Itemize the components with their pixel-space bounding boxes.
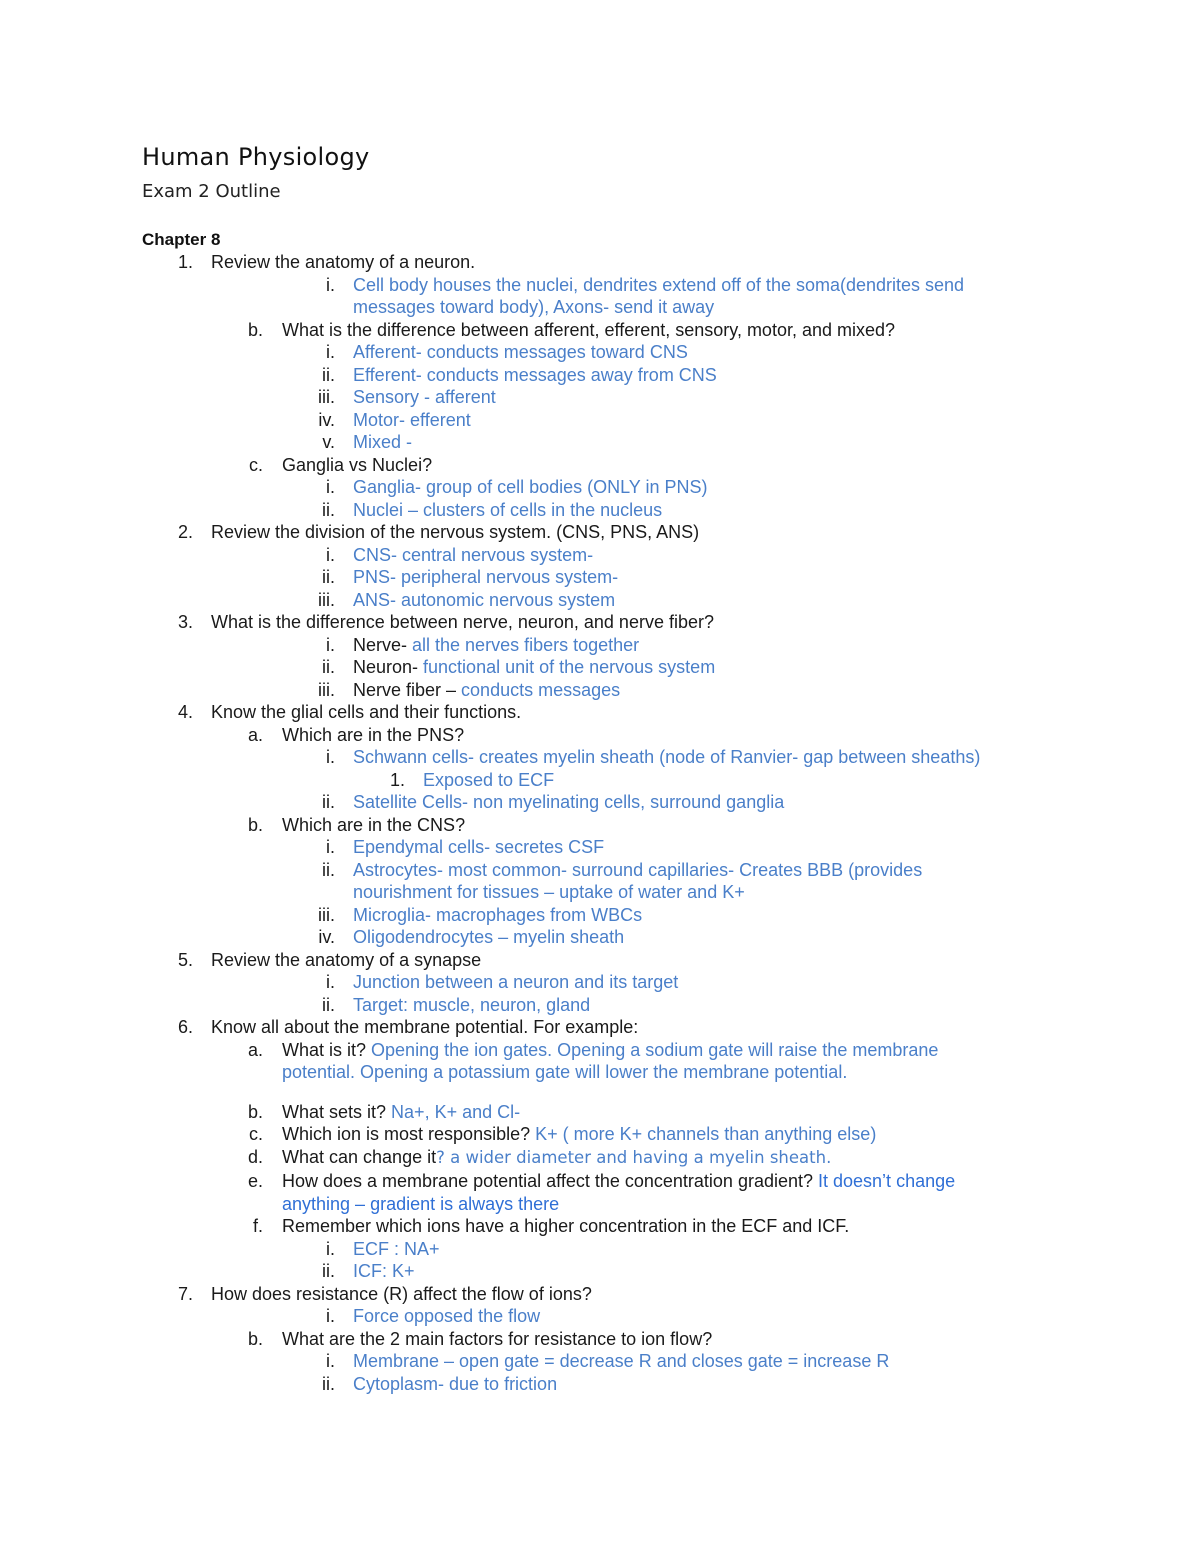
list-marker: iii. (318, 387, 335, 407)
answer-text: ECF : NA+ (353, 1238, 440, 1259)
outline-item-text (353, 1305, 540, 1328)
list-marker: b. (247, 1101, 263, 1122)
outline-item-text (353, 341, 688, 364)
list-marker: ii. (322, 792, 335, 812)
answer-text: Motor- efferent (353, 409, 471, 430)
answer-text: Schwann cells- creates myelin sheath (node of Ranvier- gap between sheaths) (353, 747, 981, 767)
list-marker: 4. (177, 702, 193, 722)
document-subtitle: Exam 2 Outline (142, 181, 281, 202)
list-marker: 5. (177, 949, 193, 970)
question-text: Know the glial cells and their functions. (211, 702, 522, 722)
question-text: What sets it? (282, 1101, 392, 1122)
outline-item-text (353, 679, 620, 702)
list-marker: ii. (322, 364, 335, 385)
answer-text: ANS- autonomic nervous system (353, 589, 616, 610)
list-marker: 1. (177, 252, 193, 272)
outline-item-text (282, 1215, 849, 1238)
answer-text: potential. Opening a potassium gate will lower the membrane potential. (282, 1062, 848, 1082)
outline-item-text (353, 274, 964, 297)
answer-text: Cytoplasm- due to friction (353, 1373, 558, 1394)
document-title: Human Physiology (142, 143, 370, 171)
outline-item-text (282, 724, 464, 747)
answer-text: CNS- central nervous system- (353, 544, 594, 565)
outline-item-text (211, 611, 714, 634)
question-text: Ganglia vs Nuclei? (282, 454, 433, 475)
list-marker: 6. (177, 1017, 193, 1037)
list-marker: iv. (318, 927, 335, 947)
list-marker: i. (326, 1306, 335, 1326)
outline-item-text (353, 746, 980, 769)
answer-text: Sensory - afferent (353, 387, 496, 407)
outline-item-text (282, 1101, 520, 1124)
outline-item-text (353, 656, 715, 679)
list-marker: i. (326, 544, 335, 565)
outline-item-text (353, 971, 678, 994)
answer-text: Mixed - (353, 432, 413, 452)
question-text: Remember which ions have a higher concentration in the ECF and ICF. (282, 1216, 850, 1236)
answer-text: ? a wider diameter and having a myelin sheath. (436, 1147, 832, 1167)
outline-item-text (423, 769, 554, 792)
question-text: What can change it (282, 1146, 437, 1167)
question-text: What are the 2 main factors for resistance to ion flow? (282, 1328, 713, 1349)
question-text: Review the division of the nervous system. (CNS, PNS, ANS) (211, 522, 700, 542)
question-text: Neuron- (353, 657, 424, 677)
answer-text: Opening the ion gates. Opening a sodium gate will raise the membrane (371, 1039, 939, 1060)
outline-item-text (282, 1039, 938, 1062)
answer-text: PNS- peripheral nervous system- (353, 567, 619, 587)
outline-item-text (353, 994, 590, 1017)
list-marker: i. (326, 972, 335, 992)
outline-item-text (282, 1146, 831, 1170)
outline-item-text (353, 386, 496, 409)
question-text: Review the anatomy of a synapse (211, 949, 482, 970)
answer-text: Afferent- conducts messages toward CNS (353, 342, 688, 362)
answer-text: Nuclei – clusters of cells in the nucleus (353, 499, 663, 520)
list-marker: c. (248, 454, 263, 475)
answer-text: ICF: K+ (353, 1261, 415, 1281)
list-marker: ii. (322, 567, 335, 587)
answer-text: all the nerves fibers together (412, 634, 640, 655)
outline-item-text (353, 634, 639, 657)
list-marker: i. (326, 274, 335, 295)
list-marker: ii. (322, 994, 335, 1015)
outline-item-text (353, 364, 717, 387)
list-marker: f. (252, 1216, 263, 1236)
outline-item-text (211, 251, 475, 274)
answer-text: Ependymal cells- secretes CSF (353, 837, 605, 857)
question-text: Nerve- (353, 634, 413, 655)
list-marker: i. (326, 1351, 335, 1371)
list-marker: ii. (322, 859, 335, 880)
question-text: Which ion is most responsible? (282, 1124, 536, 1144)
answer-text: Target: muscle, neuron, gland (353, 994, 591, 1015)
list-marker: a. (247, 724, 263, 745)
list-marker: iii. (318, 904, 335, 925)
outline-item-text (353, 904, 642, 927)
list-marker: 1. (389, 769, 405, 790)
outline-item-text (353, 881, 745, 904)
outline-item-text (353, 1373, 557, 1396)
outline-item-text (353, 566, 618, 589)
outline-item-text (353, 791, 784, 814)
list-marker: i. (326, 837, 335, 857)
outline-item-text (282, 454, 432, 477)
outline-item-text (353, 836, 604, 859)
answer-text: It doesn’t change (818, 1171, 956, 1191)
answer-text: Junction between a neuron and its target (353, 972, 679, 992)
outline-item-text (353, 1260, 415, 1283)
list-marker: iii. (318, 679, 335, 700)
question-text: What is it? (282, 1039, 372, 1060)
question-text: Know all about the membrane potential. For example: (211, 1017, 639, 1037)
question-text: What is the difference between nerve, neuron, and nerve fiber? (211, 612, 714, 632)
outline-item-text (211, 1016, 638, 1039)
outline-item-text (353, 296, 714, 319)
answer-text: functional unit of the nervous system (423, 657, 716, 677)
question-text: What is the difference between afferent, efferent, sensory, motor, and mixed? (282, 319, 896, 340)
outline-item-text (353, 409, 471, 432)
answer-text: Satellite Cells- non myelinating cells, surround ganglia (353, 792, 785, 812)
list-marker: ii. (322, 499, 335, 520)
list-marker: i. (326, 342, 335, 362)
answer-text: Exposed to ECF (423, 769, 555, 790)
answer-text: Cell body houses the nuclei, dendrites extend off of the soma(dendrites send (353, 274, 965, 295)
answer-text: conducts messages (461, 679, 621, 700)
question-text: Nerve fiber – (353, 679, 462, 700)
answer-text: Microglia- macrophages from WBCs (353, 904, 643, 925)
question-text: How does a membrane potential affect the concentration gradient? (282, 1171, 819, 1191)
outline-item-text (353, 499, 662, 522)
outline-item-text (282, 1328, 712, 1351)
list-marker: v. (322, 432, 335, 452)
question-text: Which are in the PNS? (282, 724, 465, 745)
outline-item-text (353, 1238, 440, 1261)
answer-text: Oligodendrocytes – myelin sheath (353, 927, 625, 947)
list-marker: 3. (177, 612, 193, 632)
answer-text: messages toward body), Axons- send it away (353, 297, 715, 317)
outline-item-text (282, 1123, 876, 1146)
list-marker: a. (247, 1039, 263, 1060)
answer-text: Ganglia- group of cell bodies (ONLY in PNS) (353, 477, 708, 497)
answer-text: K+ ( more K+ channels than anything else) (535, 1124, 877, 1144)
answer-text: nourishment for tissues – uptake of water and K+ (353, 882, 745, 902)
outline-item-text (282, 1170, 955, 1193)
list-marker: ii. (322, 1261, 335, 1281)
list-marker: i. (326, 747, 335, 767)
list-marker: b. (247, 319, 263, 340)
outline-item-text (211, 1283, 592, 1306)
outline-item-text (353, 431, 412, 454)
list-marker: 2. (177, 522, 193, 542)
outline-item-text (353, 544, 593, 567)
list-marker: ii. (322, 657, 335, 677)
list-marker: i. (326, 1238, 335, 1259)
chapter-heading: Chapter 8 (142, 230, 221, 249)
outline-item-text (282, 814, 465, 837)
list-marker: i. (326, 477, 335, 497)
answer-text: Astrocytes- most common- surround capillaries- Creates BBB (provides (353, 859, 923, 880)
list-marker: c. (248, 1124, 263, 1144)
question-text: Which are in the CNS? (282, 814, 466, 835)
outline-item-text (211, 949, 481, 972)
answer-text: Membrane – open gate = decrease R and closes gate = increase R (353, 1351, 890, 1371)
answer-text: anything – gradient is always there (282, 1193, 560, 1214)
outline-item-text (282, 1193, 559, 1216)
outline-item-text (353, 859, 922, 882)
outline-item-text (211, 701, 521, 724)
answer-text: Na+, K+ and Cl- (391, 1101, 521, 1122)
answer-text: Efferent- conducts messages away from CNS (353, 364, 717, 385)
list-marker: i. (326, 634, 335, 655)
list-marker: b. (247, 814, 263, 835)
outline-item-text (282, 1061, 847, 1084)
list-marker: 7. (177, 1283, 193, 1304)
outline-item-text (353, 476, 708, 499)
list-marker: iii. (318, 589, 335, 610)
answer-text: Force opposed the flow (353, 1306, 541, 1326)
outline-item-text (353, 1350, 889, 1373)
outline-item-text (353, 589, 615, 612)
list-marker: ii. (322, 1373, 335, 1394)
outline-item-text (282, 319, 895, 342)
outline-item-text (353, 926, 624, 949)
question-text: Review the anatomy of a neuron. (211, 252, 476, 272)
question-text: How does resistance (R) affect the flow of ions? (211, 1283, 592, 1304)
list-marker: d. (247, 1146, 263, 1167)
outline-item-text (211, 521, 699, 544)
list-marker: e. (247, 1171, 263, 1191)
list-marker: b. (247, 1328, 263, 1349)
list-marker: iv. (318, 409, 335, 430)
